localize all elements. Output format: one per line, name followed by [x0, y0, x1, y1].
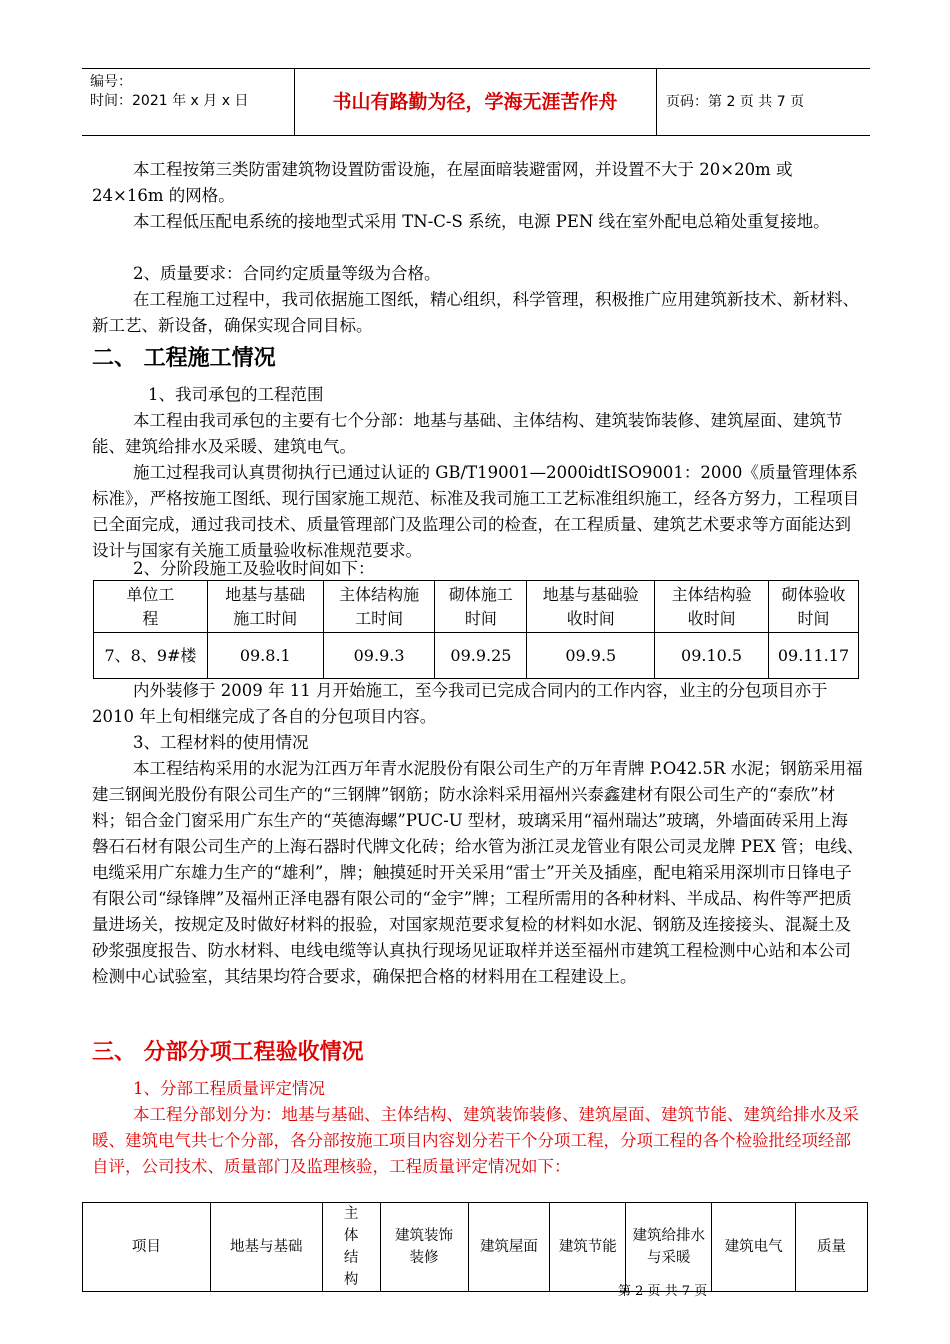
section-heading: 二、 工程施工情况 — [92, 346, 276, 371]
table-header-cell: 砌体施工时间 — [435, 581, 527, 633]
table-header-cell: 项目 — [83, 1203, 211, 1292]
quality-table — [82, 1202, 868, 1292]
page-header — [82, 68, 870, 136]
table-header-cell: 地基与基础验收时间 — [527, 581, 655, 633]
table-header-cell: 建筑电气 — [712, 1203, 796, 1292]
section-heading: 三、 分部分项工程验收情况 — [92, 1040, 364, 1065]
table-header-cell: 单位工程 — [94, 581, 208, 633]
table-header-cell: 地基与基础施工时间 — [207, 581, 323, 633]
document-time-label: 时间：2021 年 x 月 x 日 — [90, 93, 249, 109]
table-header-cell: 建筑节能 — [550, 1203, 626, 1292]
subheading-schedule: 2、分阶段施工及验收时间如下： — [133, 559, 375, 578]
table-header-cell: 质量 — [796, 1203, 868, 1292]
table-cell: 7、8、9#楼 — [94, 633, 208, 679]
table-header-row — [94, 581, 859, 633]
table-header-cell: 建筑屋面 — [468, 1203, 550, 1292]
subheading-scope: 1、我司承包的工程范围 — [148, 385, 324, 404]
table-header-cell: 主体结构验收时间 — [655, 581, 769, 633]
table-header-cell: 主体结构施工时间 — [323, 581, 435, 633]
table-cell: 09.9.5 — [527, 633, 655, 679]
paragraph-scope: 本工程由我司承包的主要有七个分部：地基与基础、主体结构、建筑装饰装修、建筑屋面、建筑节能、建筑给排水及采暖、建筑电气。 — [92, 411, 843, 456]
subheading-materials: 3、工程材料的使用情况 — [133, 733, 309, 752]
table-header-cell: 建筑装饰装修 — [380, 1203, 468, 1292]
paragraph-decoration: 内外装修于 2009 年 11 月开始施工，至今我司已完成合同内的工作内容，业主的分包项目亦于 2010 年上旬相继完成了各自的分包项目内容。 — [92, 681, 828, 726]
table-cell: 09.10.5 — [655, 633, 769, 679]
table-cell: 09.9.25 — [435, 633, 527, 679]
paragraph-standards: 施工过程我司认真贯彻执行已通过认证的 GB/T19001—2000idtISO9001：2000《质量管理体系标准》，严格按施工图纸、现行国家施工规范、标准及我司施工工艺标准组织施工，经各方努力，工程项目已全面完成，通过我司技术、质量管理部门及监理公司的检查，在工程质量、建筑艺术要求等方面能达到设计与国家有关施工质量验收标准规范要求。 — [92, 463, 860, 560]
table-cell: 09.9.3 — [323, 633, 435, 679]
header-page-number: 页码：第 2 页 共 7 页 — [666, 94, 805, 110]
table-header-cell: 主体结构 — [322, 1203, 380, 1292]
paragraph-grounding: 本工程低压配电系统的接地型式采用 TN-C-S 系统，电源 PEN 线在室外配电总箱处重复接地。 — [133, 212, 830, 231]
paragraph-lightning-protection: 本工程按第三类防雷建筑物设置防雷设施，在屋面暗装避雷网，并设置不大于 20×20m 或 24×16m 的网格。 — [92, 160, 793, 205]
table-header-cell: 建筑给排水与采暖 — [626, 1203, 712, 1292]
schedule-table — [93, 580, 859, 679]
paragraph-division: 本工程分部划分为：地基与基础、主体结构、建筑装饰装修、建筑屋面、建筑节能、建筑给排水及采暖、建筑电气共七个分部，各分部按施工项目内容划分若干个分项工程，分项工程的各个检验批经项经部自评，公司技术、质量部门及监理核验，工程质量评定情况如下： — [92, 1105, 859, 1176]
footer-page-number: 第 2 页 共 7 页 — [618, 1284, 708, 1299]
subheading-quality-evaluation: 1、分部工程质量评定情况 — [133, 1079, 325, 1098]
header-motto: 书山有路勤为径，学海无涯苦作舟 — [332, 91, 618, 113]
table-cell: 09.11.17 — [769, 633, 859, 679]
paragraph-materials: 本工程结构采用的水泥为江西万年青水泥股份有限公司生产的万年青牌 P.O42.5R 水泥；钢筋采用福建三钢闽光股份有限公司生产的“三钢牌”钢筋；防水涂料采用福州兴泰鑫建材有限公司生产的“泰欣”材料；铝合金门窗采用广东生产的“英德海螺”PUC-U 型材，玻璃采用“福州瑞达”玻璃，外墙面砖采用上海磐石石材有限公司生产的上海石器时代牌文化砖；给水管为浙江灵龙管业有限公司灵龙牌 PEX 管；电线、电缆采用广东雄力生产的“雄利”，牌；触摸延时开关采用“雷士”开关及插座，配电箱采用深圳市日锋电子有限公司“绿锋牌”及福州正泽电器有限公司的“金宇”牌；工程所需用的各种材料、半成品、构件等严把质量进场关，按规定及时做好材料的报验，对国家规范要求复检的材料如水泥、钢筋及连接接头、混凝土及砂浆强度报告、防水材料、电线电缆等认真执行现场见证取样并送至福州市建筑工程检测中心站和本公司检测中心试验室，其结果均符合要求，确保把合格的材料用在工程建设上。 — [92, 759, 864, 986]
paragraph-quality-requirement: 2、质量要求：合同约定质量等级为合格。 — [133, 264, 441, 283]
header-meta — [90, 73, 248, 111]
header-divider — [656, 69, 657, 135]
document-number-label: 编号： — [90, 74, 132, 90]
table-header-cell: 砌体验收时间 — [769, 581, 859, 633]
table-cell: 09.8.1 — [207, 633, 323, 679]
table-header-cell: 地基与基础 — [210, 1203, 322, 1292]
table-header-row — [83, 1203, 868, 1292]
paragraph-construction-goals: 在工程施工过程中，我司依据施工图纸，精心组织，科学管理，积极推广应用建筑新技术、新材料、新工艺、新设备，确保实现合同目标。 — [92, 290, 859, 335]
table-row — [94, 633, 859, 679]
